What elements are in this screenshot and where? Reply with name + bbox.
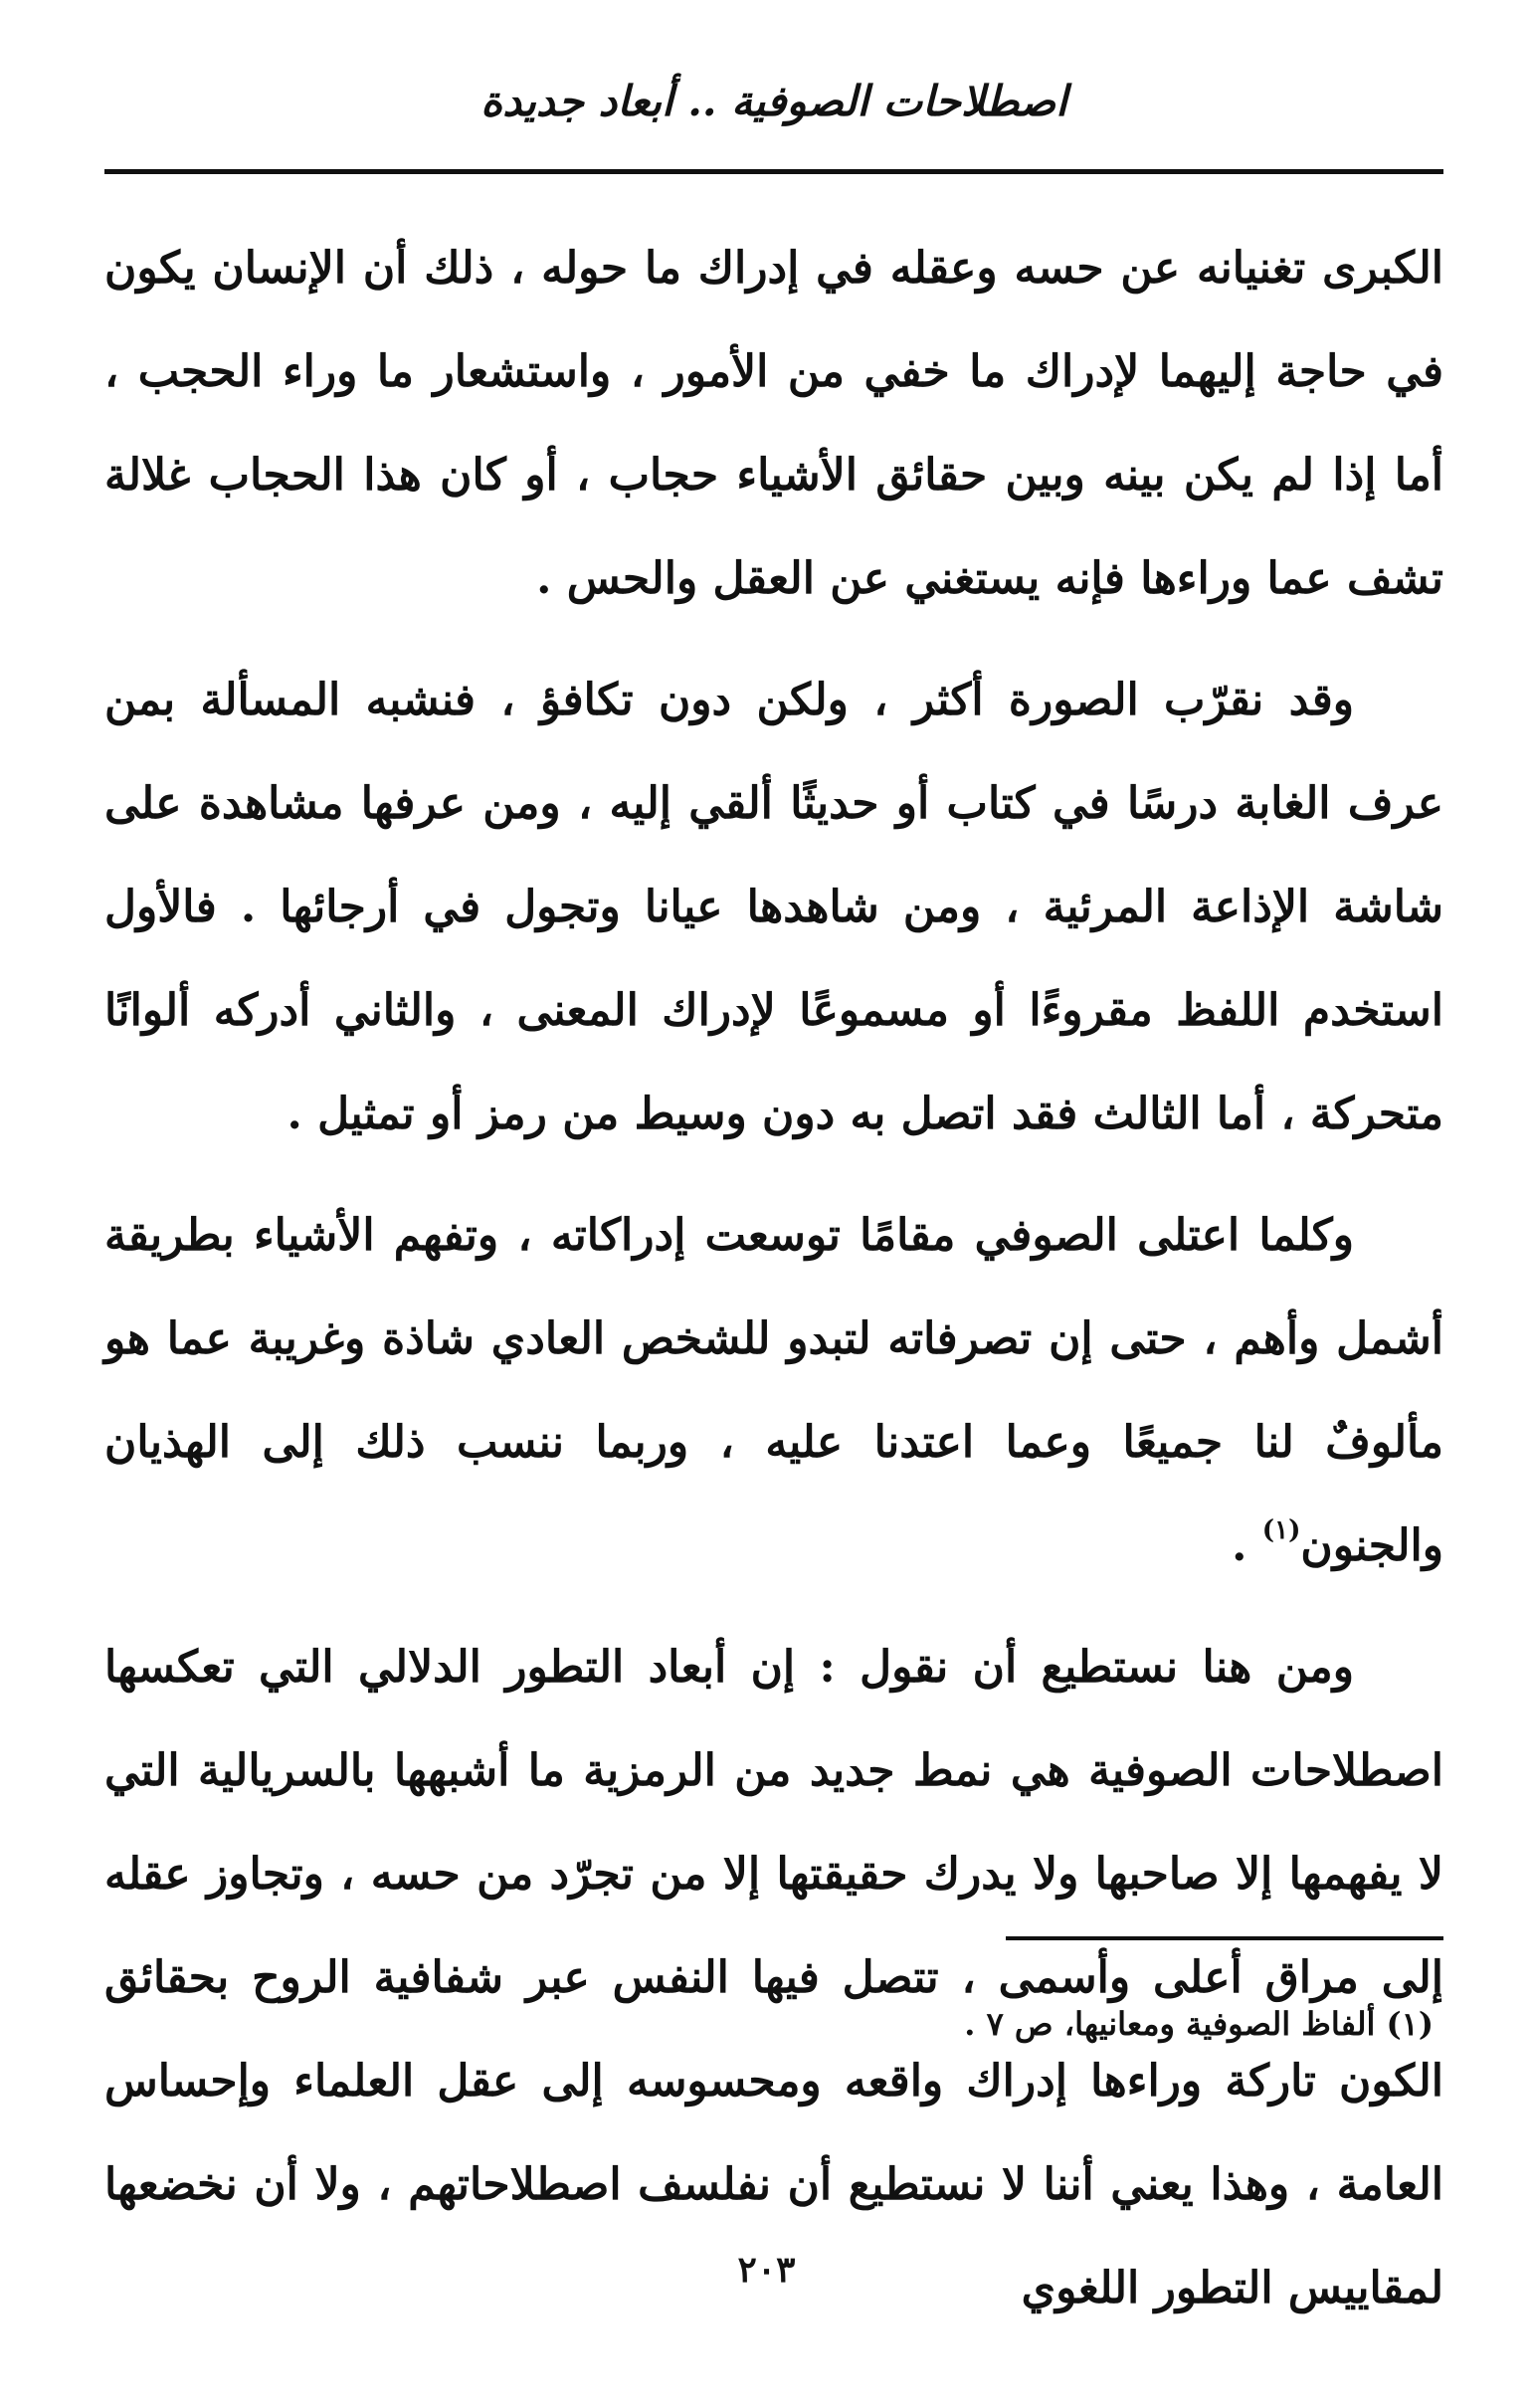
footnote-text: (١) ألفاظ الصوفية ومعانيها، ص ٧ .: [964, 2005, 1434, 2043]
page-number: ٢٠٣: [737, 2249, 796, 2291]
footnote-reference-marker[interactable]: (١): [1261, 1515, 1301, 1545]
paragraph-3-period: .: [1232, 1520, 1247, 1571]
header-rule: [104, 169, 1443, 174]
paragraph-4: ومن هنا نستطيع أن نقول : إن أبعاد التطور الدلالي التي تعكسها اصطلاحات الصوفية هي نمط جديد من الرمزية ما أشبهها بالسريالية التي لا يفهمها إلا صاحبها ولا يدرك حقيقتها إلا من تجرّد من حسه ، وتجاوز عقله إلى مراق أعلى وأسمى ، تتصل فيها النفس عبر شفافية الروح بحقائق الكون تاركة وراءها إدراك واقعه ومحسوسه إلى عقل العلماء وإحساس العامة ، وهذا يعني أننا لا نستطيع أن نفلسف اصطلاحاتهم ، ولا أن نخضعها لمقاييس التطور اللغوي: [104, 1642, 1443, 2313]
paragraph-3: [104, 1184, 1443, 1598]
footnote-separator: [1006, 1936, 1443, 1940]
paragraph-3-text: وكلما اعتلى الصوفي مقامًا توسعت إدراكاته ، وتفهم الأشياء بطريقة أشمل وأهم ، حتى إن تصرفاته لتبدو للشخص العادي شاذة وغريبة عما هو مألوفٌ لنا جميعًا وعما اعتدنا عليه ، وربما ننسب ذلك إلى الهذيان والجنون: [104, 1210, 1443, 1571]
paragraph-1: الكبرى تغنيانه عن حسه وعقله في إدراك ما حوله ، ذلك أن الإنسان يكون في حاجة إليهما لإدراك ما خفي من الأمور ، واستشعار ما وراء الحجب ، أما إذا لم يكن بينه وبين حقائق الأشياء حجاب ، أو كان هذا الحجاب غلالة تشف عما وراءها فإنه يستغني عن العقل والحس .: [104, 243, 1443, 604]
running-header-title: اصطلاحات الصوفية .. أبعاد جديدة: [480, 77, 1067, 125]
paragraph-2: وقد نقرّب الصورة أكثر ، ولكن دون تكافؤ ، فنشبه المسألة بمن عرف الغابة درسًا في كتاب أو حديثًا ألقي إليه ، ومن عرفها مشاهدة على شاشة الإذاعة المرئية ، ومن شاهدها عيانا وتجول في أرجائها . فالأول استخدم اللفظ مقروءًا أو مسموعًا لإدراك المعنى ، والثاني أدركه ألوانًا متحركة ، أما الثالث فقد اتصل به دون وسيط من رمز أو تمثيل .: [104, 675, 1443, 1139]
